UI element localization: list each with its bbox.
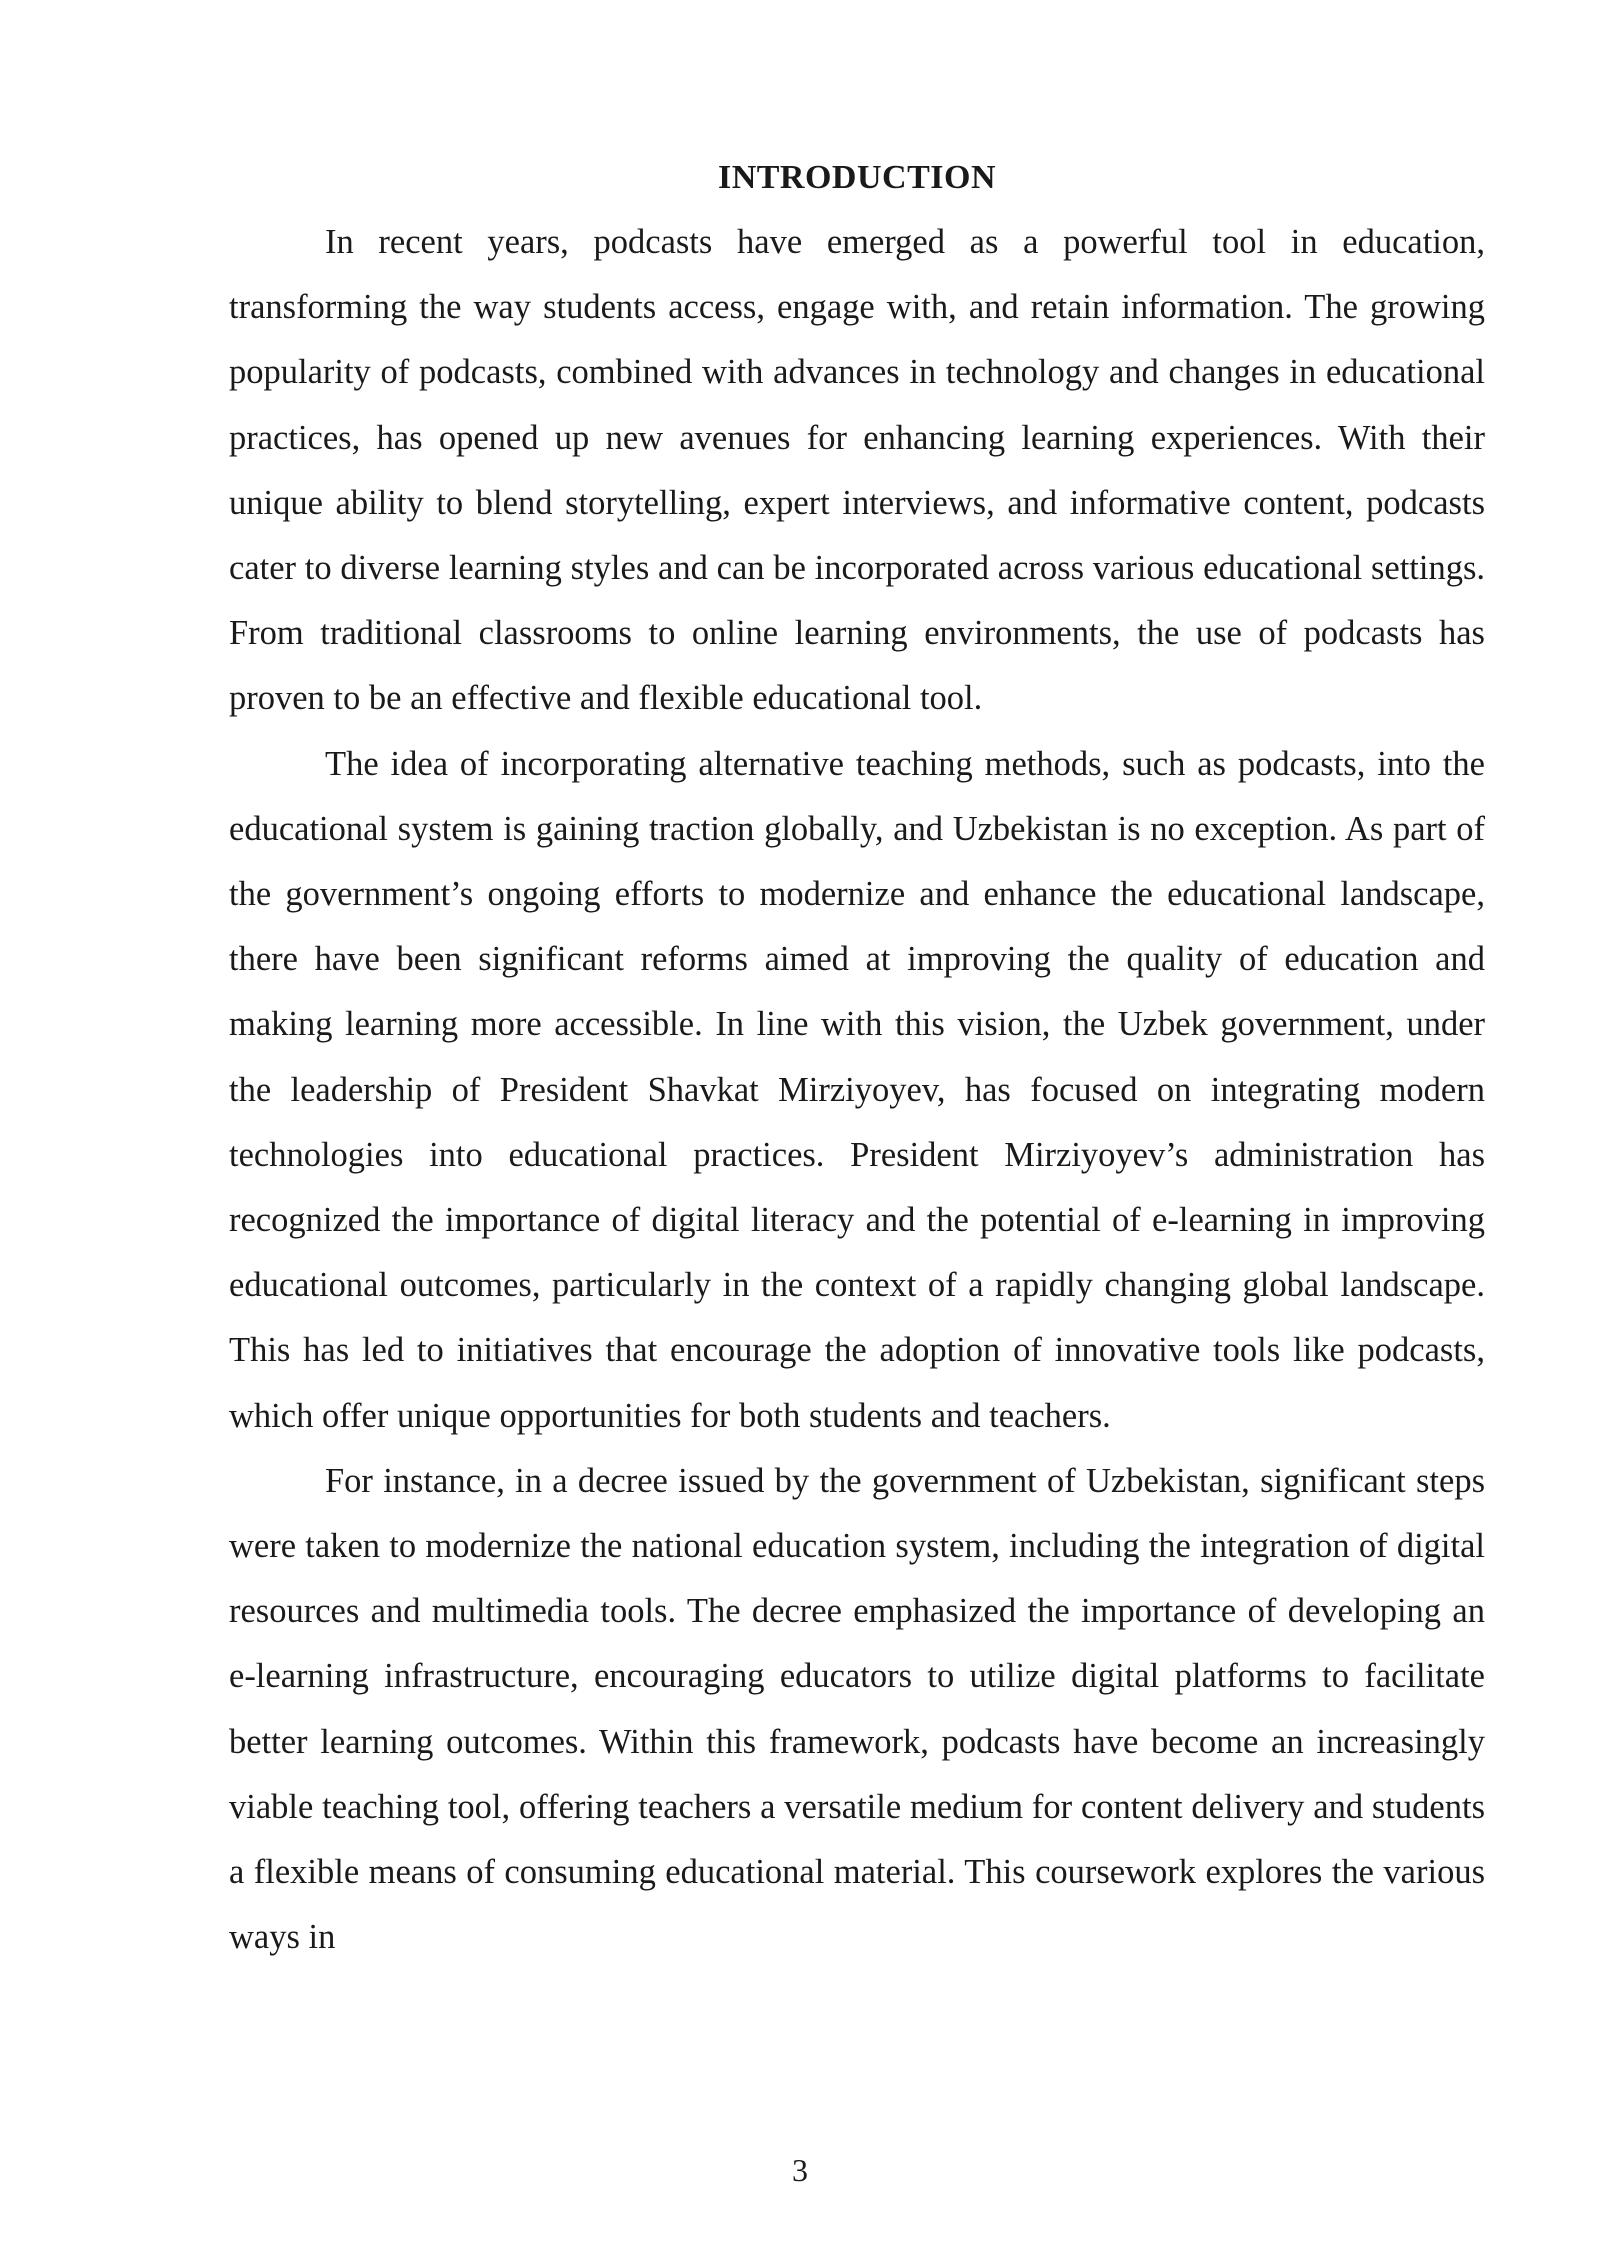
paragraph-2: The idea of incorporating alternative teaching methods, such as podcasts, into the educational system is gaining traction globally, and Uzbekistan is no exception. As part of the government’s ongoing efforts to modernize and enhance the educational landscape, there have been significant reforms aimed at improving the quality of education and making learning more accessible. In line with this vision, the Uzbek government, under the leadership of President Shavkat Mirziyoyev, has focused on integrating modern technologies into educational practices. President Mirziyoyev’s administration has recognized the importance of digital literacy and the potential of e-learning in improving educational outcomes, particularly in the context of a rapidly changing global landscape. This has led to initiatives that encourage the adoption of innovative tools like podcasts, which offer unique opportunities for both students and teachers. xyxy=(229,744,1485,1435)
paragraph-3: For instance, in a decree issued by the government of Uzbekistan, significant steps were taken to modernize the national education system, including the integration of digital resources and multimedia tools. The decree emphasized the importance of developing an e-learning infrastructure, encouraging educators to utilize digital platforms to facilitate better learning outcomes. Within this framework, podcasts have become an increasingly viable teaching tool, offering teachers a versatile medium for content delivery and students a flexible means of consuming educational material. This coursework explores the various ways in xyxy=(229,1461,1485,1957)
page-number: 3 xyxy=(792,2152,808,2188)
document-page xyxy=(229,150,1485,1970)
paragraph-1: In recent years, podcasts have emerged as a powerful tool in education, transforming the way students access, engage with, and retain information. The growing popularity of podcasts, combined with advances in technology and changes in educational practices, has opened up new avenues for enhancing learning experiences. With their unique ability to blend storytelling, expert interviews, and informative content, podcasts cater to diverse learning styles and can be incorporated across various educational settings. From traditional classrooms to online learning environments, the use of podcasts has proven to be an effective and flexible educational tool. xyxy=(229,223,1485,718)
section-heading: INTRODUCTION xyxy=(717,159,997,196)
